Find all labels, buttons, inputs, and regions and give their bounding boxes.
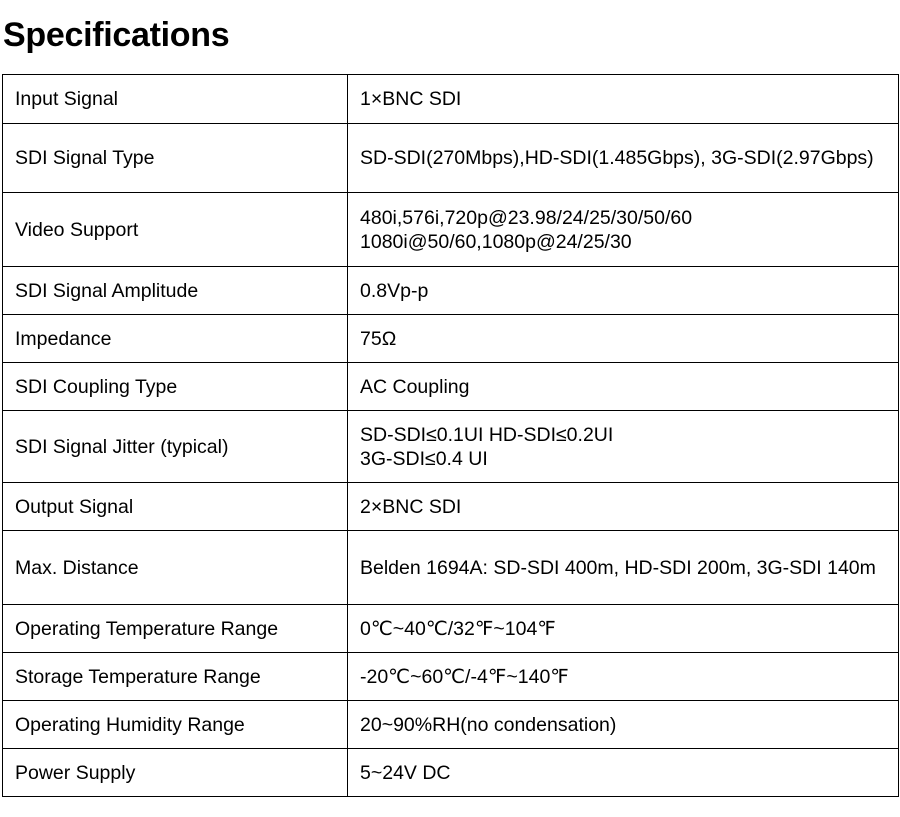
spec-value-line: 480i,576i,720p@23.98/24/25/30/50/60 bbox=[360, 206, 693, 229]
table-row bbox=[3, 363, 899, 411]
spec-value: 5~24V DC bbox=[348, 749, 899, 797]
spec-label: Operating Temperature Range bbox=[3, 605, 348, 653]
spec-value-group bbox=[348, 193, 899, 267]
spec-value: 1×BNC SDI bbox=[348, 75, 899, 124]
spec-value: Belden 1694A: SD-SDI 400m, HD-SDI 200m, 3G-SDI 140m bbox=[348, 531, 899, 605]
spec-label: Impedance bbox=[3, 315, 348, 363]
table-row bbox=[3, 605, 899, 653]
table-row bbox=[3, 701, 899, 749]
spec-label: Power Supply bbox=[3, 749, 348, 797]
spec-value: 0.8Vp-p bbox=[348, 267, 899, 315]
specifications-table bbox=[2, 74, 899, 797]
table-row bbox=[3, 749, 899, 797]
spec-value: 75Ω bbox=[348, 315, 899, 363]
table-row bbox=[3, 483, 899, 531]
spec-value: 20~90%RH(no condensation) bbox=[348, 701, 899, 749]
spec-value-group bbox=[348, 411, 899, 483]
spec-value: AC Coupling bbox=[348, 363, 899, 411]
spec-value: SD-SDI(270Mbps),HD-SDI(1.485Gbps), 3G-SDI(2.97Gbps) bbox=[348, 124, 899, 193]
spec-label: Operating Humidity Range bbox=[3, 701, 348, 749]
spec-label: Max. Distance bbox=[3, 531, 348, 605]
page-title: Specifications bbox=[3, 16, 230, 54]
table-row bbox=[3, 124, 899, 193]
spec-label: Storage Temperature Range bbox=[3, 653, 348, 701]
table-row bbox=[3, 315, 899, 363]
table-row bbox=[3, 531, 899, 605]
table-row bbox=[3, 193, 899, 267]
table-row bbox=[3, 75, 899, 124]
spec-label: Video Support bbox=[3, 193, 348, 267]
spec-label: SDI Signal Amplitude bbox=[3, 267, 348, 315]
table-row bbox=[3, 411, 899, 483]
spec-value: 2×BNC SDI bbox=[348, 483, 899, 531]
spec-label: SDI Signal Type bbox=[3, 124, 348, 193]
spec-label: Input Signal bbox=[3, 75, 348, 124]
table-row bbox=[3, 267, 899, 315]
spec-value-line: 1080i@50/60,1080p@24/25/30 bbox=[360, 230, 632, 253]
spec-label: SDI Signal Jitter (typical) bbox=[3, 411, 348, 483]
table-row bbox=[3, 653, 899, 701]
spec-label: Output Signal bbox=[3, 483, 348, 531]
spec-value: 0℃~40℃/32℉~104℉ bbox=[348, 605, 899, 653]
spec-value: -20℃~60℃/-4℉~140℉ bbox=[348, 653, 899, 701]
spec-label: SDI Coupling Type bbox=[3, 363, 348, 411]
spec-value-line: 3G-SDI≤0.4 UI bbox=[360, 447, 488, 470]
spec-value-line: SD-SDI≤0.1UI HD-SDI≤0.2UI bbox=[360, 423, 614, 446]
